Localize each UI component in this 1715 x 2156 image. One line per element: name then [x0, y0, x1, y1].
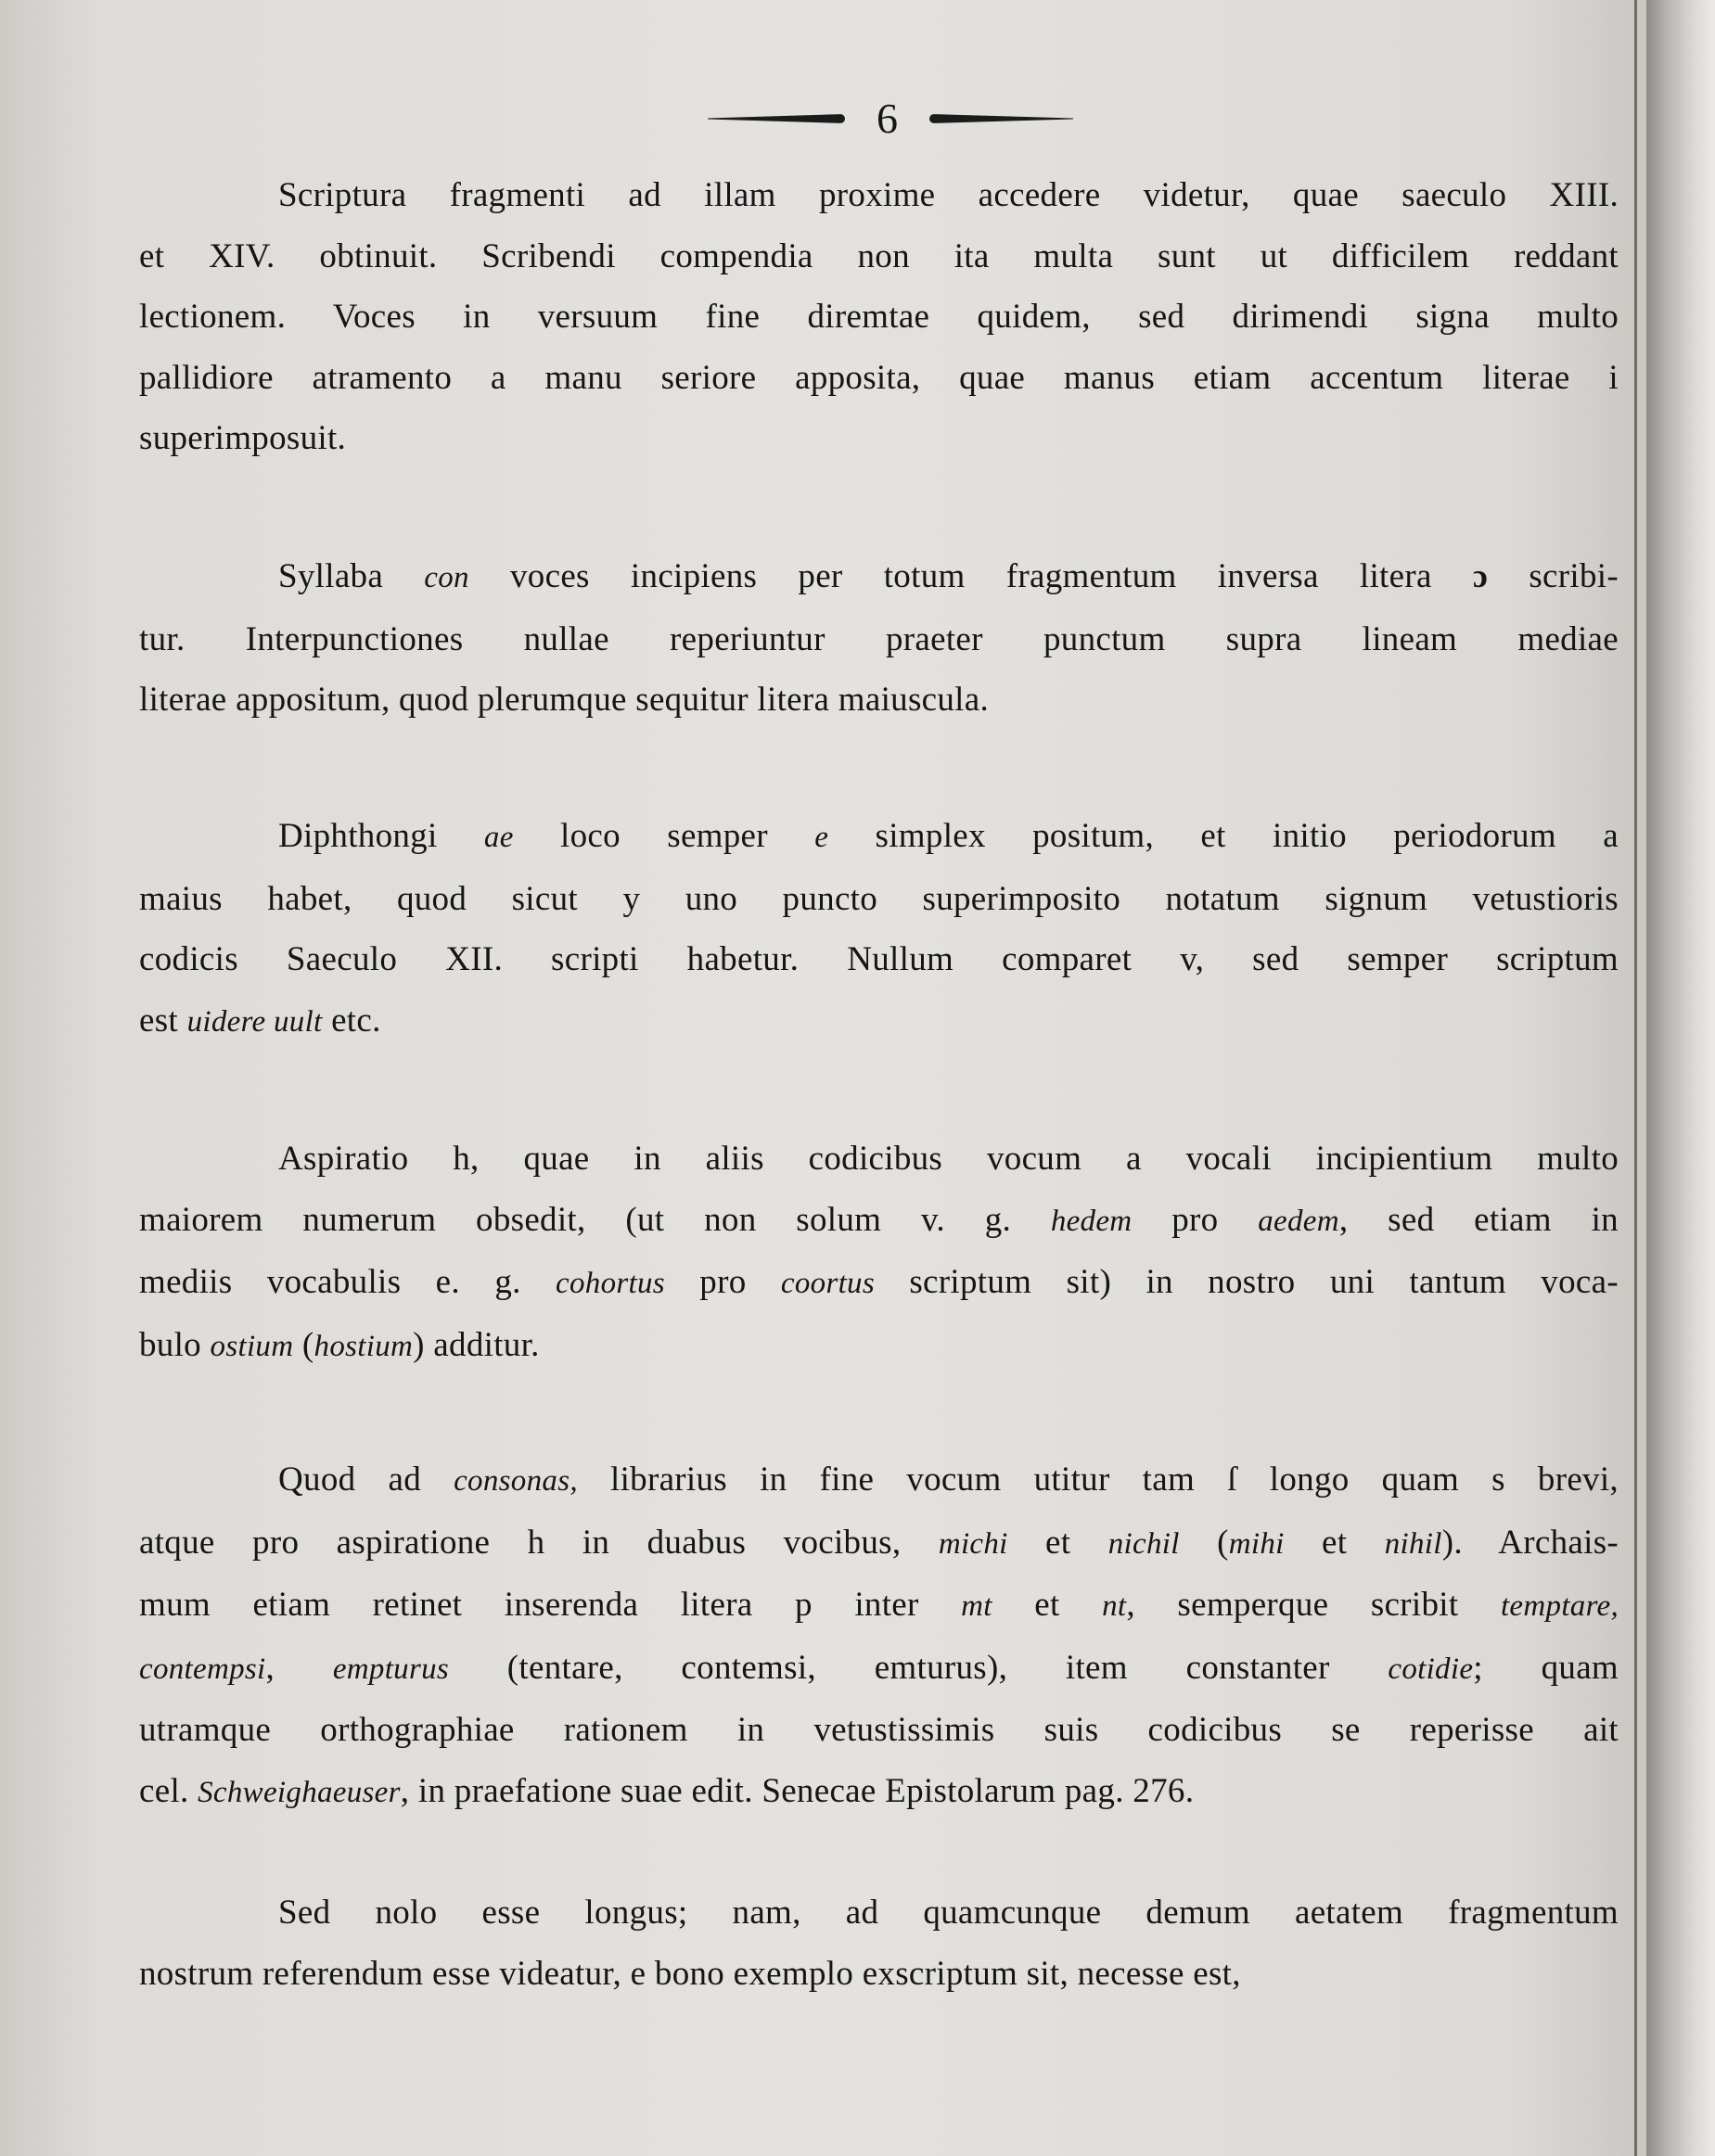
text-run: ). Archais- [1441, 1523, 1619, 1562]
italic-term: mihi [1228, 1526, 1285, 1561]
paragraph [139, 165, 1619, 469]
text-line [139, 1761, 1619, 1824]
text-line [139, 929, 1619, 990]
text-run: est [139, 1001, 187, 1040]
text-run: scribi- [1488, 557, 1619, 595]
text-run: etc. [322, 1001, 381, 1040]
italic-term: aedem [1258, 1204, 1339, 1238]
text-run: loco semper [513, 817, 815, 855]
text-run: Aspiratio h, quae in aliis codicibus vocum a vocali incipientium multo [278, 1140, 1619, 1178]
text-line [139, 609, 1619, 670]
page-number: 6 [877, 95, 898, 142]
text-run: mum etiam retinet inserenda litera p inter [139, 1586, 962, 1624]
text-line [139, 1129, 1619, 1190]
text-run: mediis vocabulis e. g. [139, 1263, 557, 1301]
text-line [139, 226, 1619, 287]
text-run: , [265, 1648, 333, 1687]
text-line [139, 869, 1619, 930]
text-run: Syllaba [278, 557, 425, 595]
text-line [139, 1512, 1619, 1576]
text-run: et XIV. obtinuit. Scribendi compendia non ita multa sunt ut difficilem reddant [139, 236, 1619, 275]
text-run: ( [293, 1325, 314, 1364]
italic-term: hedem [1050, 1204, 1133, 1238]
italic-term: cotidie [1388, 1652, 1474, 1686]
text-run: , semperque scribit [1126, 1586, 1501, 1624]
text-run: librarius in fine vocum utitur tam ſ longo quam s brevi, [577, 1461, 1619, 1499]
text-run: cel. [139, 1771, 198, 1810]
text-line [139, 546, 1619, 609]
italic-term: consonas, [454, 1464, 578, 1498]
text-line [139, 1190, 1619, 1253]
text-run: atque pro aspiratione h in duabus vocibus, [139, 1523, 939, 1562]
text-line [139, 670, 1619, 731]
italic-term: e [814, 821, 829, 854]
text-run: et [992, 1586, 1103, 1624]
text-line [139, 408, 1619, 469]
italic-term: coortus [780, 1267, 875, 1300]
text-line [139, 1449, 1619, 1512]
paragraph [139, 806, 1619, 1052]
text-run: lectionem. Voces in versuum fine diremtae quidem, sed dirimendi signa multo [139, 298, 1619, 336]
text-line [139, 1882, 1619, 1944]
text-run: Scriptura fragmenti ad illam proxime accedere videtur, quae saeculo XIII. [278, 176, 1619, 214]
text-run: , sed etiam in [1338, 1200, 1619, 1239]
italic-term: contempsi [139, 1652, 266, 1686]
text-run: simplex positum, et initio periodorum a [828, 817, 1619, 855]
text-run: scriptum sit) in nostro uni tantum voca- [875, 1263, 1619, 1301]
text-run: tur. Interpunctiones nullae reperiuntur praeter punctum supra lineam mediae [139, 619, 1619, 658]
text-run: et [1007, 1523, 1108, 1562]
text-run: maius habet, quod sicut y uno puncto superimposito notatum signum vetustioris [139, 879, 1619, 918]
binding-gutter [1646, 0, 1715, 2156]
italic-term: nt [1102, 1589, 1127, 1623]
text-line [139, 1315, 1619, 1378]
text-line [139, 348, 1619, 409]
italic-term: cohortus [556, 1267, 665, 1300]
italic-term: empturus [332, 1652, 450, 1686]
page-header [668, 91, 1113, 147]
paragraph [139, 1449, 1619, 1823]
italic-term: uidere uult [186, 1004, 323, 1039]
italic-term: temptare, [1500, 1589, 1619, 1623]
paragraph [139, 1129, 1619, 1377]
paragraph [139, 1882, 1619, 2004]
header-rule-right [929, 114, 1073, 123]
text-run: , in praefatione suae edit. Senecae Epistolarum pag. 276. [400, 1771, 1195, 1810]
text-run: literae appositum, quod plerumque sequitur litera maiuscula. [139, 681, 990, 719]
header-rule-left [708, 114, 845, 123]
inverted-letter-glyph: ɔ [1472, 557, 1489, 594]
text-line [139, 1944, 1619, 2005]
italic-term: ae [483, 821, 514, 854]
text-run: Quod ad [278, 1461, 454, 1499]
text-run: superimposuit. [139, 419, 347, 457]
text-run: nostrum referendum esse videatur, e bono exemplo exscriptum sit, necesse est, [139, 1954, 1241, 1993]
italic-term: nichil [1107, 1526, 1180, 1561]
italic-term: hostium [314, 1329, 414, 1363]
text-line [139, 165, 1619, 226]
text-run: pro [664, 1263, 781, 1301]
text-run: Diphthongi [278, 817, 484, 855]
italic-term: Schweighaeuser [198, 1775, 401, 1809]
text-run: bulo [139, 1325, 211, 1364]
text-run: ; quam [1473, 1648, 1619, 1687]
text-run: utramque orthographiae rationem in vetustissimis suis codicibus se reperisse ait [139, 1711, 1619, 1749]
italic-term: con [424, 561, 469, 594]
binding-edge [1634, 0, 1637, 2156]
text-line [139, 1638, 1619, 1701]
text-run: ( [1179, 1523, 1229, 1562]
text-run: pallidiore atramento a manu seriore apposita, quae manus etiam accentum literae i [139, 358, 1619, 397]
paragraph [139, 546, 1619, 731]
italic-term: michi [938, 1526, 1008, 1561]
text-line [139, 1252, 1619, 1315]
text-run: pro [1132, 1200, 1259, 1239]
text-line [139, 287, 1619, 348]
text-run: ) additur. [413, 1325, 540, 1364]
text-run: (tentare, contemsi, emturus), item constanter [449, 1648, 1389, 1687]
text-run: maiorem numerum obsedit, (ut non solum v. g. [139, 1200, 1051, 1239]
italic-term: nihil [1384, 1526, 1442, 1561]
text-run: Sed nolo esse longus; nam, ad quamcunque demum aetatem fragmentum [278, 1894, 1619, 1932]
text-run: voces incipiens per totum fragmentum inversa litera [468, 557, 1473, 595]
text-run: et [1284, 1523, 1385, 1562]
text-line [139, 990, 1619, 1053]
text-line [139, 806, 1619, 869]
italic-term: ostium [210, 1329, 294, 1363]
text-run: codicis Saeculo XII. scripti habetur. Nullum comparet v, sed semper scriptum [139, 940, 1619, 978]
text-line [139, 1700, 1619, 1761]
italic-term: mt [961, 1589, 992, 1623]
text-line [139, 1575, 1619, 1638]
